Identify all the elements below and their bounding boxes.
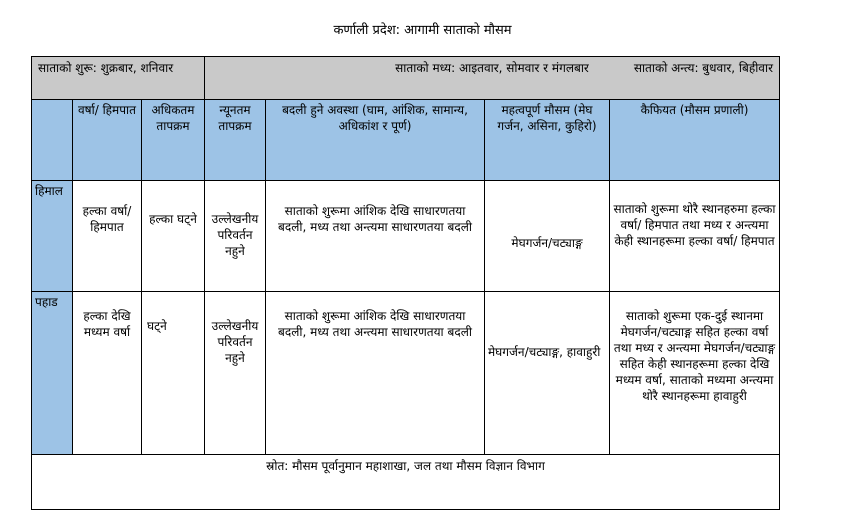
table-row-cell [141,291,205,455]
table-row-cell [265,180,485,292]
week-middle-end-header [204,56,780,100]
significant-weather-column-header: महत्वपूर्ण मौसम (मेघ गर्जन, असिना, कुहिरो) [484,99,610,181]
remarks-text: साताको शुरूमा एक-दुई स्थानमा मेघगर्जन/चट्याङ्ग सहित हल्का वर्षा तथा मध्य र अन्त्यमा मेघगर्जन/चट्याङ्ग सहित केही स्थानहरूमा हल्का देखि मध्यम वर्षा, साताको मध्यमा अन्त्यमा थोरै स्थानहरूमा हावाहुरी [613,309,776,403]
sky-text: साताको शुरूमा आंशिक देखि साधारणतया बदली, मध्य तथा अन्त्यमा साधारणतया बदली [278,204,472,234]
forecast-table [31,56,780,510]
rain-text: हल्का देखि मध्यम वर्षा [83,309,131,339]
sky-column-header: बदली हुने अवस्था (घाम, आंशिक, सामान्य, अधिकांश र पूर्ण) [265,99,485,181]
week-start-label: साताको शुरू: शुक्रबार, शनिवार [38,61,174,75]
table-row-cell [609,291,780,455]
remarks-text: साताको शुरूमा थोरै स्थानहरुमा हल्का वर्षा/ हिमपात तथा मध्य र अन्त्यमा केही स्थानहरूमा हल्का वर्षा/ हिमपात [613,202,776,248]
rain-text: हल्का वर्षा/ हिमपात [82,204,132,234]
min-temp-text: उल्लेखनीय परिवर्तन नहुने [211,212,259,258]
table-row-cell [204,291,266,455]
region-column-header [31,99,73,181]
week-middle-label: साताको मध्य: आइतवार, सोमवार र मंगलबार [395,61,589,75]
table-row-cell [484,180,610,292]
table-row-cell [265,291,485,455]
region-cell-pahad: पहाड [31,291,73,455]
sky-text: साताको शुरूमा आंशिक देखि साधारणतया बदली, मध्य तथा अन्त्यमा साधारणतया बदली [278,309,472,339]
rain-column-header: वर्षा/ हिमपात [72,99,142,181]
significant-weather-text: मेघगर्जन/चट्याङ्ग, हावाहुरी [488,345,601,359]
remarks-column-header: कैफियत (मौसम प्रणाली) [609,99,780,181]
page-title: कर्णाली प्रदेश: आगामी साताको मौसम [333,23,512,38]
source-footer: स्रोत: मौसम पूर्वानुमान महाशाखा, जल तथा मौसम विज्ञान विभाग [31,454,780,510]
table-row-cell [204,180,266,292]
table-row-cell [609,180,780,292]
min-temp-column-header: न्यूनतम तापक्रम [204,99,266,181]
max-temp-column-header: अधिकतम तापक्रम [141,99,205,181]
week-start-header [31,56,205,100]
table-row-cell [72,291,142,455]
week-end-label: साताको अन्त्य: बुधवार, बिहीवार [633,61,773,75]
table-row-cell [141,180,205,292]
max-temp-text: हल्का घट्ने [149,212,197,226]
region-cell-himal: हिमाल [31,180,73,292]
min-temp-text: उल्लेखनीय परिवर्तन नहुने [211,319,259,365]
table-row-cell [72,180,142,292]
significant-weather-text: मेघगर्जन/चट्याङ्ग [511,236,583,250]
max-temp-text: घट्ने [147,319,167,333]
table-row-cell [484,291,610,455]
